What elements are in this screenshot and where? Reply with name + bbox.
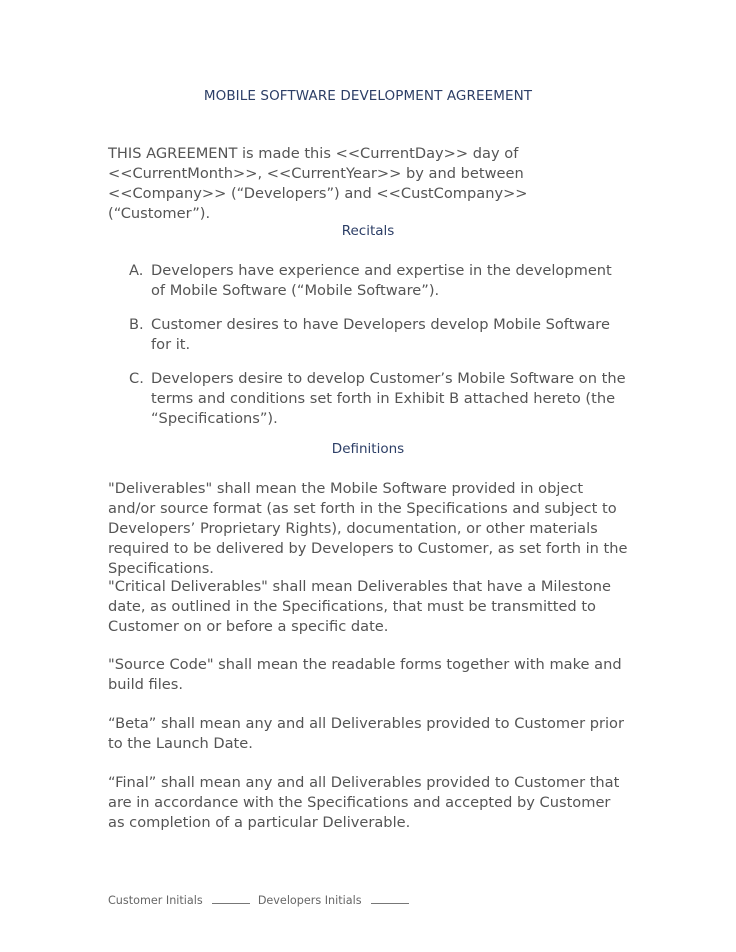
recitals-heading: Recitals bbox=[341, 223, 395, 239]
recital-text: Developers have experience and expertise in the development of Mobile Software (“Mobile Software”). bbox=[151, 262, 612, 299]
recital-letter: A. bbox=[129, 262, 144, 279]
customer-initials-label: Customer Initials bbox=[108, 894, 203, 907]
developers-initials-label: Developers Initials bbox=[257, 894, 362, 907]
developers-initials-blank[interactable] bbox=[371, 894, 409, 904]
definition-paragraph: "Deliverables" shall mean the Mobile Software provided in object and/or source format (as set forth in the Specifications and subject to Developers’ Proprietary Rights), documentation, or other materials required to be delivered by Developers to Customer, as set forth in the Specifications. bbox=[108, 480, 628, 577]
recital-letter: B. bbox=[129, 316, 144, 333]
intro-paragraph: THIS AGREEMENT is made this <<CurrentDay>> day of <<CurrentMonth>>, <<CurrentYear>> by and between <<Company>> (“Developers”) and <<CustCompany>> (“Customer”). bbox=[108, 145, 528, 222]
recital-item bbox=[108, 261, 628, 301]
recital-letter: C. bbox=[129, 370, 144, 387]
recital-item bbox=[108, 369, 628, 429]
definition-paragraph: “Beta” shall mean any and all Deliverables provided to Customer prior to the Launch Date. bbox=[108, 715, 624, 752]
definition-paragraph: "Source Code" shall mean the readable forms together with make and build files. bbox=[108, 656, 622, 693]
definition-paragraph: “Final” shall mean any and all Deliverables provided to Customer that are in accordance with the Specifications and accepted by Customer as completion of a particular Deliverable. bbox=[108, 774, 620, 831]
initials-footer bbox=[108, 894, 413, 907]
customer-initials-blank[interactable] bbox=[212, 894, 250, 904]
recital-item bbox=[108, 315, 628, 355]
recitals-list bbox=[108, 261, 628, 443]
recital-text: Customer desires to have Developers develop Mobile Software for it. bbox=[151, 316, 610, 353]
definitions-heading: Definitions bbox=[331, 441, 405, 457]
recital-text: Developers desire to develop Customer’s Mobile Software on the terms and conditions set forth in Exhibit B attached hereto (the “Specifications”). bbox=[151, 370, 626, 427]
document-title: MOBILE SOFTWARE DEVELOPMENT AGREEMENT bbox=[203, 88, 533, 104]
definition-paragraph: "Critical Deliverables" shall mean Deliverables that have a Milestone date, as outlined in the Specifications, that must be transmitted to Customer on or before a specific date. bbox=[108, 578, 611, 635]
